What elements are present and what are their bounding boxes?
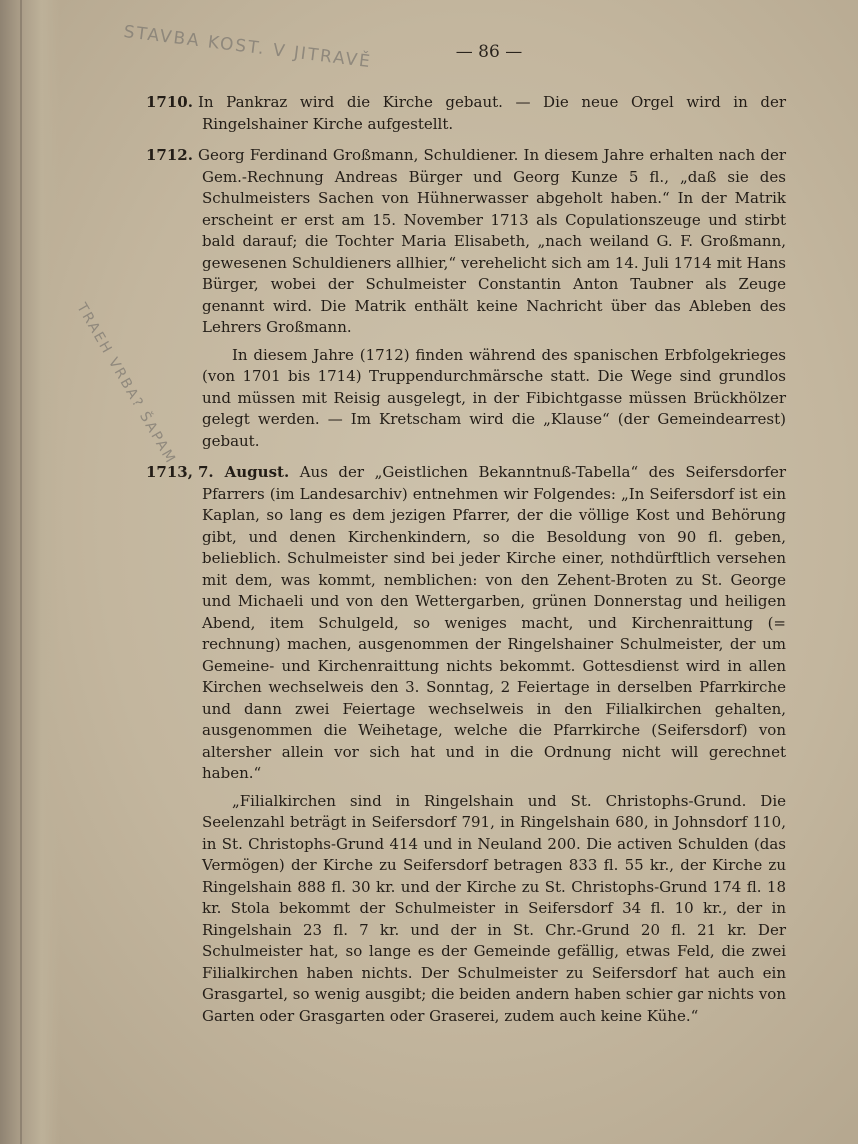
entry-1713 bbox=[146, 462, 786, 1027]
entry-text: Aus der „Geistlichen Bekanntnuß-Tabella“ des Seifersdorfer Pfarrers (im Landesarchiv) entnehmen wir Folgendes: „In Seifersdorf ist ein Kaplan, so lang es dem jezigen Pfarrer, der die völlige Kost und Behörung gibt, und denen Kirchenkindern, so die Besoldung von 90 fl. geben, belieblich. Schulmeister sind bei jeder Kirche einer, nothdürftlich versehen mit dem, was kommt, nemblichen: von den Zehent-Broten zu St. George und Michaeli und von den Wettergarben, grünen Donnerstag und heiligen Abend, item Schulgeld, so weniges macht, und Kirchenraittung (= rechnung) machen, ausgenommen der Ringelshainer Schulmeister, der um Gemeine- und Kirchenraittung nichts bekommt. Gottesdienst wird in allen Kirchen wechselweis den 3. Sonntag, 2 Feiertage in derselben Pfarrkirche und dann zwei Feiertage wechselweis in den Filialkirchen gehalten, ausgenommen die Weihetage, welche die Pfarrkirche (Seifersdorf) von altersher allein vor sich hat und in die Ordnung nicht will gerechnet haben.“ bbox=[202, 463, 786, 782]
page-number: — 86 — bbox=[455, 42, 523, 62]
entry-year: 1710. bbox=[146, 93, 193, 111]
entry-text: Georg Ferdinand Großmann, Schuldiener. In diesem Jahre erhalten nach der Gem.-Rechnung Andreas Bürger und Georg Kunze 5 fl., „daß sie des Schulmeisters Sachen von Hühnerwasser abgeholt haben.“ In der Matrik erscheint er erst am 15. November 1713 als Copulationszeuge und stirbt bald darauf; die Tochter Maria Elisabeth, „nach weiland G. F. Großmann, gewesenen Schuldieners allhier,“ verehelicht sich am 14. Juli 1714 mit Hans Bürger, wobei der Schulmeister Constantin Anton Taubner als Zeuge genannt wird. Die Matrik enthält keine Nachricht über das Ableben des Lehrers Großmann. bbox=[198, 146, 786, 336]
entry-date: 7. August. bbox=[198, 463, 290, 481]
pencil-annotation-side: TRAEH VRBA? ŠAPAM bbox=[73, 300, 179, 468]
entry-year: 1712. bbox=[146, 146, 193, 164]
entry-body bbox=[146, 462, 786, 785]
entry-paragraph: In diesem Jahre (1712) finden während des spanischen Erbfolgekrieges (von 1701 bis 1714) Truppendurchmärsche statt. Die Wege sind grundlos und müssen mit Reisig ausgelegt, in der Fibichtgasse müssen Brückhölzer gelegt werden. — Im Kretscham wird die „Klause“ (der Gemeindearrest) gebaut. bbox=[202, 345, 786, 450]
entry-text: In Pankraz wird die Kirche gebaut. — Die neue Orgel wird in der Ringelshainer Kirche aufgestellt. bbox=[198, 93, 786, 133]
pencil-annotation-top: STAVBA KOST. V JITRAVĚ bbox=[122, 22, 373, 73]
entry-paragraph: „Filialkirchen sind in Ringelshain und St. Christophs-Grund. Die Seelenzahl beträgt in Seifersdorf 791, in Ringelshain 680, in Johnsdorf 110, in St. Christophs-Grund 414 und in Neuland 200. Die activen Schulden (das Vermögen) der Kirche zu Seifersdorf betragen 833 fl. 55 kr., der Kirche zu Ringelshain 888 fl. 30 kr. und der Kirche zu St. Christophs-Grund 174 fl. 18 kr. Stola bekommt der Schulmeister in Seifersdorf 34 fl. 10 kr., der in Ringelshain 23 fl. 7 kr. und der in St. Chr.-Grund 20 fl. 21 kr. Der Schulmeister hat, so lange es der Gemeinde gefällig, etwas Feld, die zwei Filialkirchen haben nichts. Der Schulmeister zu Seifersdorf hat auch ein Grasgartel, so wenig ausgibt; die beiden andern haben schier gar nichts von Garten oder Grasgarten oder Graserei, zudem auch keine Kühe.“ bbox=[202, 791, 786, 1025]
binding-edge bbox=[20, 0, 22, 1144]
entry-1710 bbox=[146, 92, 786, 135]
page-fold-shadow bbox=[0, 0, 60, 1144]
entry-body bbox=[146, 145, 786, 339]
entry-body bbox=[146, 92, 786, 135]
entry-1712 bbox=[146, 145, 786, 452]
page-text bbox=[146, 92, 786, 1037]
entry-year: 1713, bbox=[146, 463, 193, 481]
